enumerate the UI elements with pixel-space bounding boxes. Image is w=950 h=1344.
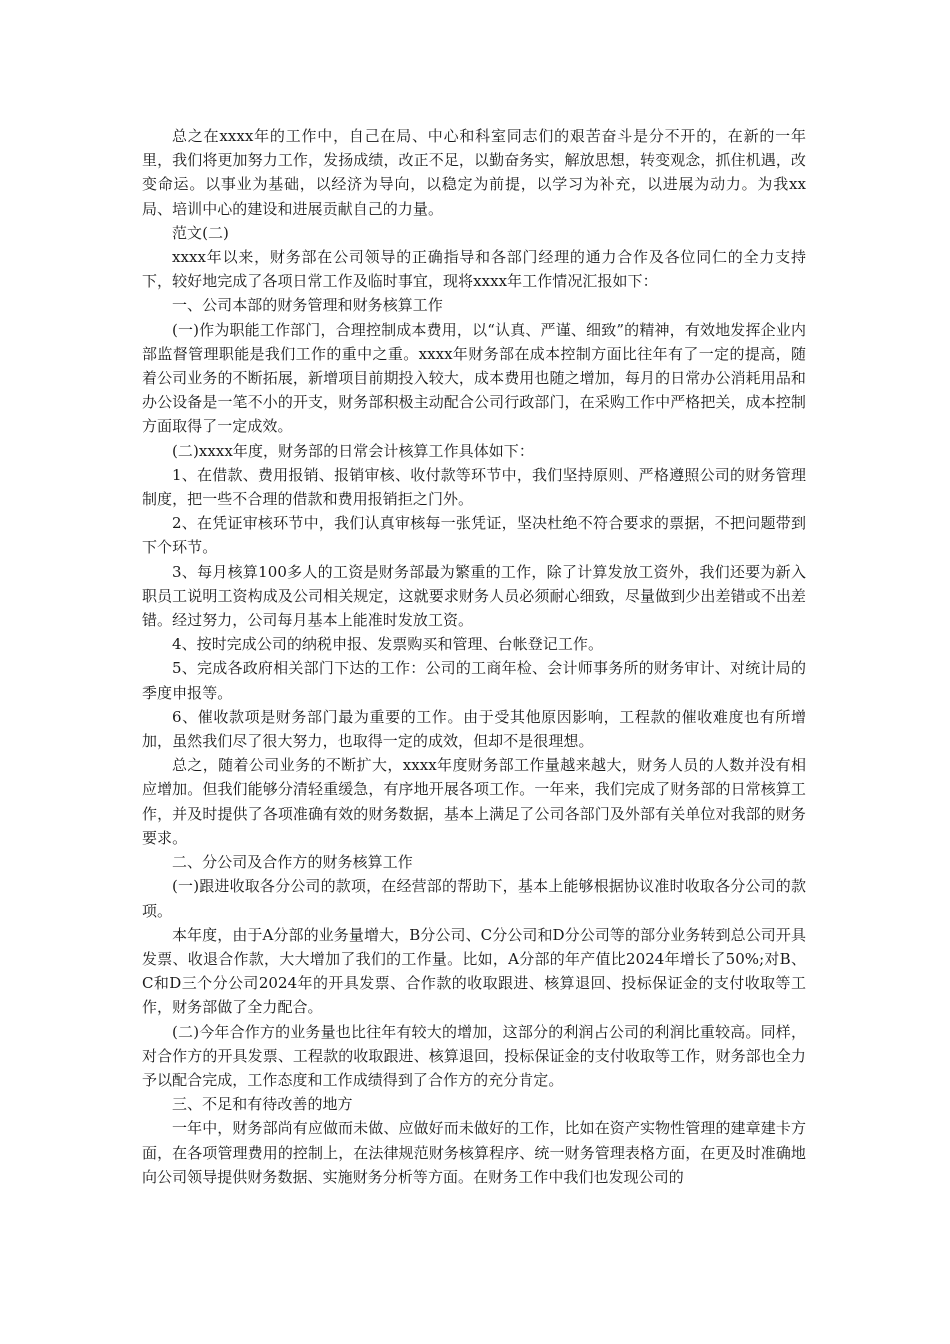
- list-item-3: 3、每月核算100多人的工资是财务部最为繁重的工作，除了计算发放工资外，我们还要为新入职员工说明工资构成及公司相关规定，这就要求财务人员必须耐心细致，尽量做到少出差错或不出差错。经过努力，公司每月基本上能准时发放工资。: [142, 562, 806, 630]
- list-item-5: 5、完成各政府相关部门下达的工作：公司的工商年检、会计师事务所的财务审计、对统计局的季度申报等。: [142, 659, 806, 702]
- paragraph-cost-control: (一)作为职能工作部门，合理控制成本费用，以“认真、严谨、细致”的精神，有效地发挥企业内部监督管理职能是我们工作的重中之重。xxxx年财务部在成本控制方面比往年有了一定的提高，随着公司业务的不断拓展，新增项目前期投入较大，成本费用也随之增加，每月的日常办公消耗用品和办公设备是一笔不小的开支，财务部积极主动配合公司行政部门，在采购工作中严格把关，成本控制方面取得了一定成效。: [142, 320, 806, 436]
- list-item-6: 6、催收款项是财务部门最为重要的工作。由于受其他原因影响，工程款的催收难度也有所增加，虽然我们尽了很大努力，也取得一定的成效，但却不是很理想。: [142, 707, 806, 751]
- paragraph-intro: xxxx年以来，财务部在公司领导的正确指导和各部门经理的通力合作及各位同仁的全力支持下，较好地完成了各项日常工作及临时事宜，现将xxxx年工作情况汇报如下：: [142, 248, 806, 291]
- paragraph-summary-previous: 总之在xxxx年的工作中，自己在局、中心和科室同志们的艰苦奋斗是分不开的，在新的一年里，我们将更加努力工作，发扬成绩，改正不足，以勤奋务实，解放思想，转变观念，抓住机遇，改变命运。以事业为基础，以经济为导向，以稳定为前提，以学习为补充，以进展为动力。为我xx局、培训中心的建设和进展贡献自己的力量。: [142, 127, 806, 218]
- section-heading-2: 二、分公司及合作方的财务核算工作: [172, 853, 413, 872]
- paragraph-annual-workload: 本年度，由于A分部的业务量增大，B分公司、C分公司和D分公司等的部分业务转到总公司开具发票、收退合作款，大大增加了我们的工作量。比如，A分部的年产值比2024年增长了50%;对B、C和D三个分公司2024年的开具发票、合作款的收取跟进、核算退回、投标保证金的支付收取等工作，财务部做了全力配合。: [142, 925, 806, 1017]
- document-body: [142, 124, 806, 1189]
- paragraph-daily-accounting: (二)xxxx年度，财务部的日常会计核算工作具体如下：: [172, 441, 534, 460]
- paragraph-shortcomings: 一年中，财务部尚有应做而未做、应做好而未做好的工作，比如在资产实物性管理的建章建卡方面，在各项管理费用的控制上，在法律规范财务核算程序、统一财务管理表格方面，在更及时准确地向公司领导提供财务数据、实施财务分析等方面。在财务工作中我们也发现公司的: [142, 1119, 806, 1186]
- list-item-2: 2、在凭证审核环节中，我们认真审核每一张凭证，坚决杜绝不符合要求的票据，不把问题带到下个环节。: [142, 514, 806, 557]
- section-heading-1: 一、公司本部的财务管理和财务核算工作: [172, 296, 443, 315]
- section-heading-3: 三、不足和有待改善的地方: [172, 1095, 353, 1114]
- list-item-4: 4、按时完成公司的纳税申报、发票购买和管理、台帐登记工作。: [172, 635, 603, 654]
- list-item-1: 1、在借款、费用报销、报销审核、收付款等环节中，我们坚持原则、严格遵照公司的财务管理制度，把一些不合理的借款和费用报销拒之门外。: [142, 465, 806, 509]
- paragraph-branch-payments: (一)跟进收取各分公司的款项，在经营部的帮助下，基本上能够根据协议准时收取各分公司的款项。: [142, 877, 806, 920]
- paragraph-partners: (二)今年合作方的业务量也比往年有较大的增加，这部分的利润占公司的利润比重较高。同样，对合作方的开具发票、工程款的收取跟进、核算退回，投标保证金的支付收取等工作，财务部也全力予以配合完成，工作态度和工作成绩得到了合作方的充分肯定。: [142, 1022, 806, 1089]
- sample-title: 范文(二): [172, 223, 229, 242]
- paragraph-summary: 总之，随着公司业务的不断扩大，xxxx年度财务部工作量越来越大，财务人员的人数并没有相应增加。但我们能够分清轻重缓急，有序地开展各项工作。一年来，我们完成了财务部的日常核算工作，并及时提供了各项准确有效的财务数据，基本上满足了公司各部门及外部有关单位对我部的财务要求。: [142, 756, 806, 847]
